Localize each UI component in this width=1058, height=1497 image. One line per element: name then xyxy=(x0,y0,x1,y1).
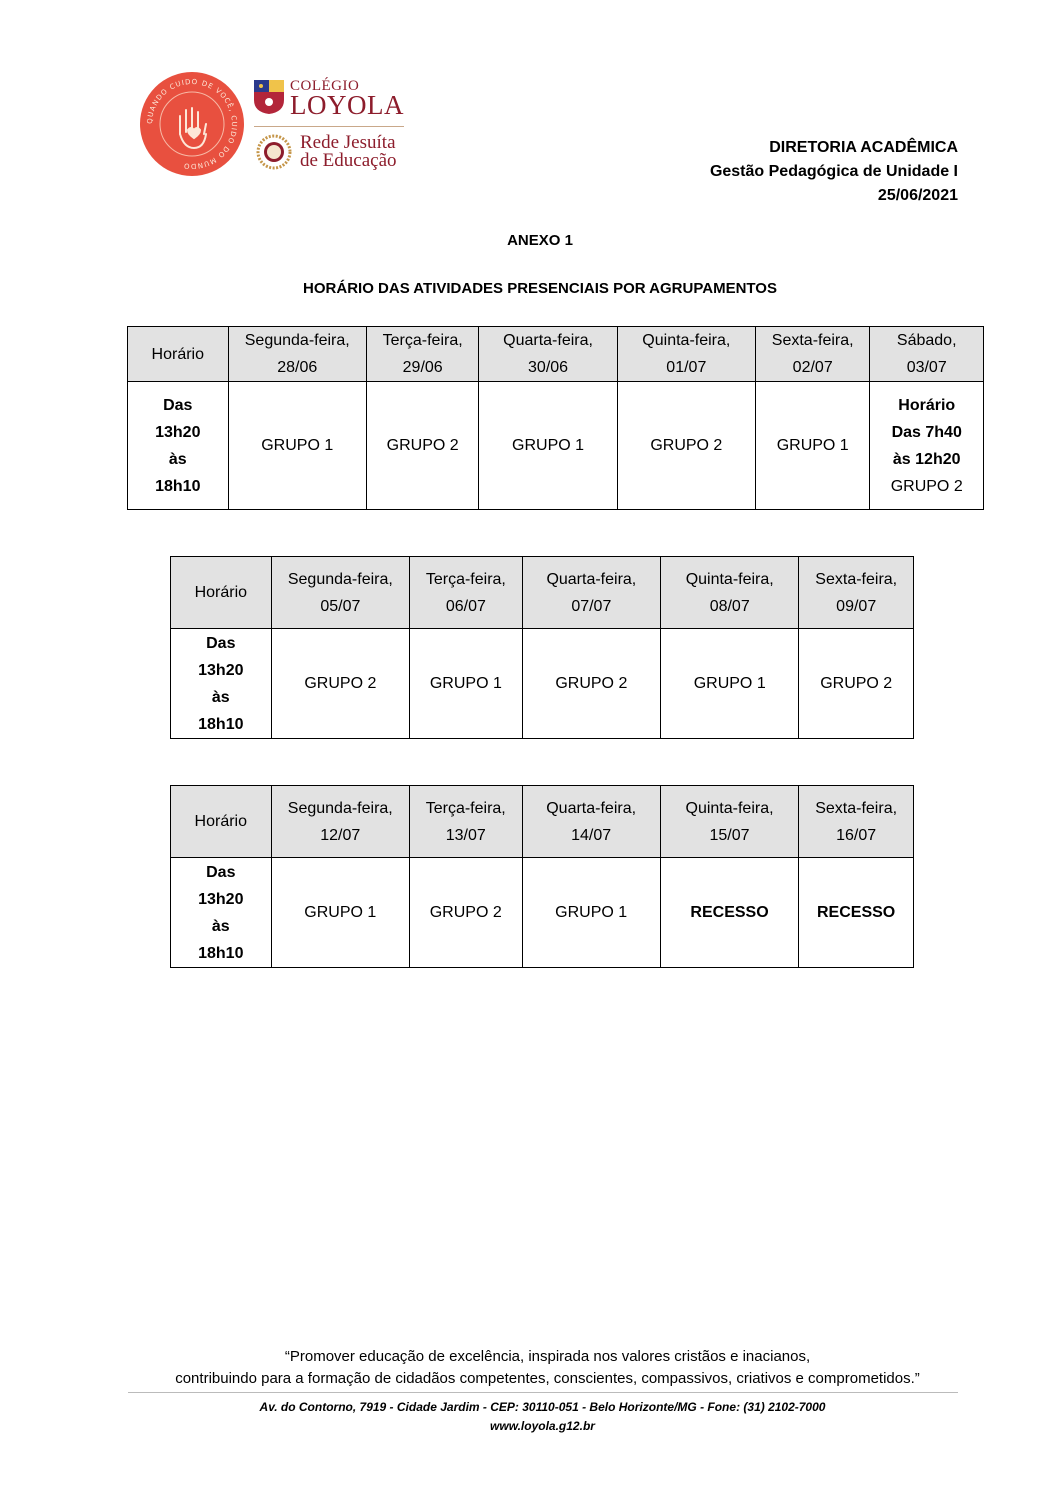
header-day: Quarta-feira, 14/07 xyxy=(522,786,660,858)
group-cell: GRUPO 2 xyxy=(522,629,660,739)
header-day: Sexta-feira, 09/07 xyxy=(799,557,914,629)
svg-text:QUANDO CUIDO DE VOCÊ, CUIDO DO: QUANDO CUIDO DE VOCÊ, CUIDO DO MUNDO xyxy=(145,77,239,171)
footer-address: Av. do Contorno, 7919 - Cidade Jardim - CEP: 30110-051 - Belo Horizonte/MG - Fone: (31) 2102-7000 xyxy=(259,1400,826,1414)
header-horario: Horário xyxy=(171,557,272,629)
header-directorate: DIRETORIA ACADÊMICA xyxy=(769,139,958,156)
header-horario: Horário xyxy=(171,786,272,858)
group-cell: GRUPO 1 xyxy=(522,858,660,968)
header-day: Quarta-feira, 30/06 xyxy=(479,327,617,382)
group-cell: GRUPO 1 xyxy=(410,629,523,739)
group-cell: GRUPO 2 xyxy=(799,629,914,739)
header-day: Terça-feira, 13/07 xyxy=(409,786,522,858)
footer-website: www.loyola.g12.br xyxy=(490,1419,595,1433)
brand-loyola: LOYOLA xyxy=(290,90,404,120)
table-row xyxy=(171,629,914,739)
hand-heart-icon xyxy=(180,108,206,148)
brand-colegio: COLÉGIO xyxy=(290,78,360,94)
table-header-row xyxy=(171,557,914,629)
footer-mission-quote xyxy=(0,1346,1058,1390)
table-header-row xyxy=(128,327,984,382)
quote-line-2: contribuindo para a formação de cidadãos competentes, conscientes, compassivos, criativos e comprometidos.” xyxy=(175,1370,920,1387)
document-subtitle: HORÁRIO DAS ATIVIDADES PRESENCIAIS POR AGRUPAMENTOS xyxy=(303,280,777,297)
header-day: Segunda-feira, 05/07 xyxy=(271,557,409,629)
table-row xyxy=(128,382,984,510)
group-cell: GRUPO 1 xyxy=(661,629,799,739)
header-day: Terça-feira, 06/07 xyxy=(410,557,523,629)
header-day: Quinta-feira, 15/07 xyxy=(660,786,798,858)
table-row xyxy=(171,858,914,968)
jesuit-seal-icon xyxy=(256,134,292,170)
header-horario: Horário xyxy=(128,327,229,382)
group-cell: GRUPO 1 xyxy=(271,858,409,968)
schedule-table-week3 xyxy=(170,785,914,968)
saturday-cell: Horário Das 7h40 às 12h20 GRUPO 2 xyxy=(870,382,984,510)
time-cell: Das 13h20 às 18h10 xyxy=(128,382,229,510)
group-cell: GRUPO 2 xyxy=(617,382,755,510)
group-cell: GRUPO 2 xyxy=(366,382,479,510)
campaign-logo-graphic xyxy=(140,72,244,176)
recess-cell: RECESSO xyxy=(660,858,798,968)
brand-rede-line2: de Educação xyxy=(300,150,397,171)
group-cell: GRUPO 1 xyxy=(479,382,617,510)
shield-icon xyxy=(254,80,284,114)
quote-line-1: “Promover educação de excelência, inspirada nos valores cristãos e inacianos, xyxy=(284,1348,811,1365)
group-cell: GRUPO 1 xyxy=(755,382,869,510)
time-cell: Das 13h20 às 18h10 xyxy=(171,858,272,968)
table-header-row xyxy=(171,786,914,858)
header-department: Gestão Pedagógica de Unidade I xyxy=(709,163,958,180)
time-cell: Das 13h20 às 18h10 xyxy=(171,629,272,739)
header-day: Quarta-feira, 07/07 xyxy=(522,557,660,629)
footer-divider xyxy=(128,1392,958,1393)
header-day: Sexta-feira, 16/07 xyxy=(799,786,914,858)
footer-contact xyxy=(0,1398,1058,1436)
campaign-logo xyxy=(140,72,244,176)
group-cell: GRUPO 1 xyxy=(228,382,366,510)
schedule-table-week1 xyxy=(127,326,984,510)
header-day: Quinta-feira, 08/07 xyxy=(661,557,799,629)
header-date: 25/06/2021 xyxy=(877,187,958,204)
header-day: Segunda-feira, 28/06 xyxy=(228,327,366,382)
brand-rede-line1: Rede Jesuíta xyxy=(300,132,396,153)
recess-cell: RECESSO xyxy=(799,858,914,968)
header-day: Terça-feira, 29/06 xyxy=(366,327,479,382)
brand-divider xyxy=(254,126,404,127)
header-day: Segunda-feira, 12/07 xyxy=(271,786,409,858)
schedule-table-week2 xyxy=(170,556,914,739)
header-day: Sexta-feira, 02/07 xyxy=(755,327,869,382)
group-cell: GRUPO 2 xyxy=(409,858,522,968)
header-day: Sábado, 03/07 xyxy=(870,327,984,382)
annex-title: ANEXO 1 xyxy=(507,232,573,249)
document-header xyxy=(710,136,958,208)
header-day: Quinta-feira, 01/07 xyxy=(617,327,755,382)
group-cell: GRUPO 2 xyxy=(271,629,409,739)
